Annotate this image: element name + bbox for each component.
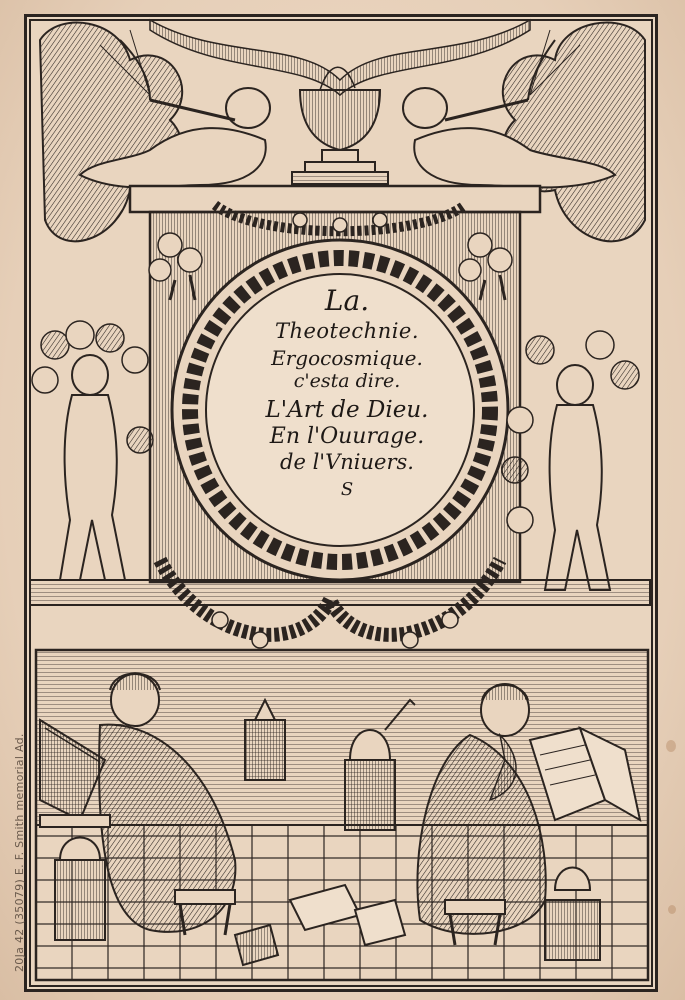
title-line-6: En l'Ouurage. — [269, 424, 425, 449]
ground-ledge — [30, 580, 650, 605]
title-line-2: Theotechnie. — [274, 319, 420, 343]
title-line-7: de l'Vniuers. — [280, 450, 414, 474]
title-line-3: Ergocosmique. — [271, 346, 423, 370]
ornament-monogram: S — [340, 479, 354, 500]
putto-right-fruit — [502, 331, 639, 590]
donor-note: E. F. Smith memorial Ad. — [13, 733, 26, 876]
top-drapery — [150, 20, 530, 95]
call-number: 20Ja 42 — [13, 928, 26, 972]
foxing-spot — [668, 905, 676, 914]
title-line-5: L'Art de Dieu. — [265, 397, 429, 423]
putto-left-fruit — [32, 321, 153, 580]
cornice — [130, 186, 540, 212]
title-line-1: La. — [324, 284, 370, 317]
title-inscription — [252, 283, 442, 513]
library-margin-note — [13, 632, 27, 972]
accession-number: (35079) — [13, 878, 26, 925]
furnace-left — [55, 838, 105, 941]
foxing-spot — [666, 740, 676, 752]
title-line-4: c'esta dire. — [293, 370, 401, 392]
